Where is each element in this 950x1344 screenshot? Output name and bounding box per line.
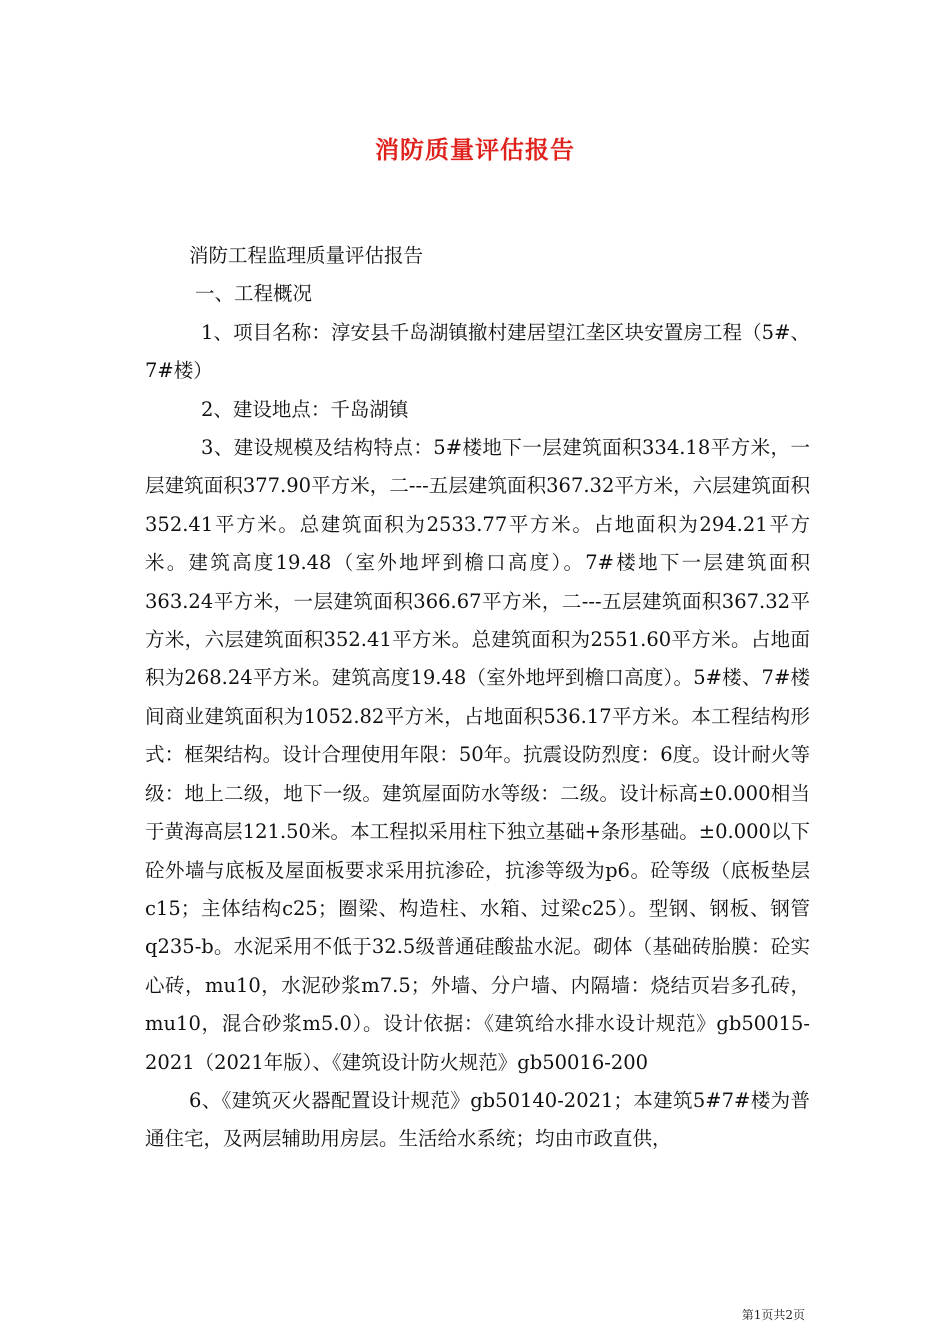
document-body <box>145 237 810 1159</box>
paragraph-project-name: 1、项目名称：淳安县千岛湖镇撤村建居望江垄区块安置房工程（5#、7#楼） <box>145 320 810 383</box>
paragraph-scale-structure: 3、建设规模及结构特点：5#楼地下一层建筑面积334.18平方米，一层建筑面积377.90平方米，二---五层建筑面积367.32平方米，六层建筑面积352.41平方米。总建筑面积为2533.77平方米。占地面积为294.21平方米。建筑高度19.48（室外地坪到檐口高度）。7#楼地下一层建筑面积363.24平方米，一层建筑面积366.67平方米，二---五层建筑面积367.32平方米，六层建筑面积352.41平方米。总建筑面积为2551.60平方米。占地面积为268.24平方米。建筑高度19.48（室外地坪到檐口高度）。5#楼、7#楼间商业建筑面积为1052.82平方米，占地面积536.17平方米。本工程结构形式：框架结构。设计合理使用年限：50年。抗震设防烈度：6度。设计耐火等级：地上二级，地下一级。建筑屋面防水等级：二级。设计标高±0.000相当于黄海高层121.50米。本工程拟采用柱下独立基础+条形基础。±0.000以下砼外墙与底板及屋面板要求采用抗渗砼，抗渗等级为p6。砼等级（底板垫层c15；主体结构c25；圈梁、构造柱、水箱、过梁c25）。型钢、钢板、钢管q235-b。水泥采用不低于32.5级普通硅酸盐水泥。砌体（基础砖胎膜：砼实心砖，mu10，水泥砂浆m7.5；外墙、分户墙、内隔墙：烧结页岩多孔砖，mu10，混合砂浆m5.0）。设计依据：《建筑给水排水设计规范》gb50015-2021（2021年版）、《建筑设计防火规范》gb50016-200 <box>145 436 810 1074</box>
paragraph-fire-extinguisher: 6、《建筑灭火器配置设计规范》gb50140-2021；本建筑5#7#楼为普通住宅，及两层辅助用房层。生活给水系统；均由市政直供， <box>145 1088 810 1151</box>
paragraph-location: 2、建设地点：千岛湖镇 <box>201 397 409 421</box>
report-subtitle: 消防工程监理质量评估报告 <box>189 244 424 267</box>
document-title: 消防质量评估报告 <box>375 135 575 164</box>
section-heading: 一、工程概况 <box>195 282 313 306</box>
page-footer: 第1页共2页 <box>741 1308 805 1322</box>
